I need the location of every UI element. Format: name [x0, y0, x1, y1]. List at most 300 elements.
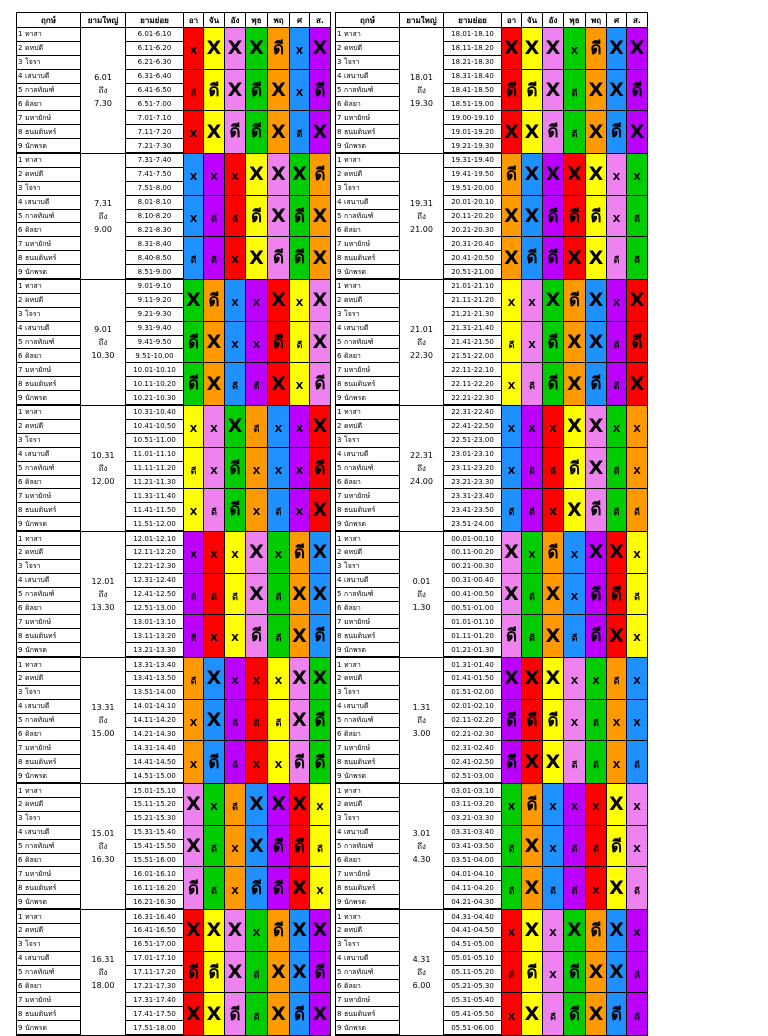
main-period-line: 16.30	[91, 854, 115, 864]
row-number: 7	[18, 491, 23, 500]
day-mark-cell	[607, 447, 627, 489]
row-name-text: โจรา	[344, 184, 360, 193]
inauspicious-mark: X	[629, 372, 645, 395]
inauspicious-mark: X	[528, 297, 536, 309]
auspicious-mark: ดี	[211, 844, 217, 855]
day-mark-cell	[522, 951, 543, 993]
inauspicious-mark: X	[189, 507, 198, 519]
main-period-line: ถึง	[98, 967, 108, 977]
day-mark-cell	[564, 237, 586, 279]
inauspicious-mark: X	[588, 163, 604, 186]
day-mark-cell	[268, 573, 290, 615]
row-number: 4	[18, 702, 23, 711]
sub-period: 21.11-21.20	[444, 293, 502, 307]
auspicious-mark: ดี	[272, 836, 285, 857]
day-mark-cell	[607, 321, 627, 363]
day-mark-cell	[268, 951, 290, 993]
sub-period: 6.31-6.40	[126, 69, 184, 83]
inauspicious-mark: X	[612, 297, 621, 309]
inauspicious-mark: X	[609, 541, 624, 564]
auspicious-mark: ดี	[293, 542, 306, 563]
main-period-line: 21.01	[410, 324, 433, 334]
sub-period: 17.31-17.40	[126, 993, 184, 1007]
day-mark-cell	[627, 699, 648, 741]
main-period-line: 12.01	[91, 576, 115, 586]
row-name	[17, 391, 81, 405]
row-name	[336, 951, 400, 965]
header-cell: อา	[184, 13, 204, 28]
row-name-text: โจรา	[25, 310, 41, 319]
row-name	[336, 839, 400, 853]
sub-period: 03.01-03.10	[444, 783, 502, 797]
day-mark-cell	[522, 531, 543, 573]
day-mark-cell	[310, 531, 331, 573]
auspicious-mark: ดี	[190, 676, 197, 687]
auspicious-mark: ดี	[187, 878, 200, 899]
day-mark-cell	[225, 909, 246, 951]
inauspicious-mark: X	[292, 163, 307, 186]
inauspicious-mark: X	[549, 927, 557, 939]
day-mark-cell	[586, 657, 607, 699]
row-name-text: มหายักษ์	[25, 365, 52, 374]
auspicious-mark: ดี	[211, 256, 217, 267]
sub-period: 6.51-7.00	[126, 97, 184, 111]
inauspicious-mark: X	[633, 675, 641, 687]
row-name	[336, 783, 400, 797]
row-name-text: ดิลยา	[25, 477, 42, 486]
row-name	[17, 811, 81, 825]
header-cell: จัน	[204, 13, 225, 28]
day-mark-cell	[184, 699, 204, 741]
inauspicious-mark: X	[231, 843, 239, 855]
inauspicious-mark: X	[295, 465, 304, 477]
day-mark-cell	[564, 363, 586, 405]
main-period-line: 6.00	[412, 980, 431, 990]
auspicious-mark: ดี	[508, 886, 515, 897]
row-name-text: มหายักษ์	[25, 743, 52, 752]
day-mark-cell	[246, 28, 268, 70]
inauspicious-mark: X	[504, 246, 519, 269]
sub-period: 22.21-22.30	[444, 391, 502, 405]
header-cell: ยามย่อย	[126, 13, 184, 28]
auspicious-mark: ดี	[568, 962, 581, 983]
row-number: 4	[337, 198, 342, 207]
sub-period: 02.21-02.30	[444, 727, 502, 741]
day-mark-cell	[586, 405, 607, 447]
row-name	[17, 545, 81, 559]
day-mark-cell	[627, 447, 648, 489]
row-name-text: มหายักษ์	[344, 365, 371, 374]
main-period-line: 6.01	[94, 72, 112, 82]
row-name-text: มหายักษ์	[25, 113, 52, 122]
day-mark-cell	[310, 279, 331, 321]
day-mark-cell	[627, 657, 648, 699]
sub-period: 22.11-22.20	[444, 377, 502, 391]
day-mark-cell	[543, 321, 564, 363]
sub-period: 19.51-20.00	[444, 181, 502, 195]
row-name-text: ดิลยา	[25, 982, 42, 990]
row-name	[17, 937, 81, 951]
day-mark-cell	[627, 279, 648, 321]
auspicious-mark: ดี	[229, 122, 241, 143]
sub-period: 11.11-11.20	[126, 461, 184, 475]
auspicious-time-table	[16, 12, 648, 1036]
row-number: 2	[337, 926, 342, 935]
row-name	[336, 657, 400, 671]
table-row	[17, 28, 648, 42]
inauspicious-mark: X	[545, 37, 561, 60]
row-number: 8	[18, 757, 23, 766]
day-mark-cell	[627, 69, 648, 111]
day-mark-cell	[522, 783, 543, 825]
inauspicious-mark: X	[524, 919, 540, 942]
auspicious-mark: ดี	[550, 886, 556, 897]
day-mark-cell	[268, 405, 290, 447]
sub-period: 01.31-01.40	[444, 657, 502, 671]
auspicious-mark: ดี	[613, 676, 620, 687]
day-mark-cell	[246, 741, 268, 783]
day-mark-cell	[290, 615, 310, 657]
day-mark-cell	[204, 657, 225, 699]
sub-period: 17.01-17.10	[126, 951, 184, 965]
day-mark-cell	[543, 951, 564, 993]
row-name-text: ทาสา	[344, 912, 361, 921]
row-number: 2	[337, 422, 342, 431]
row-name-text: นักพรต	[344, 897, 366, 906]
row-name	[336, 489, 400, 503]
sub-period: 01.11-01.20	[444, 629, 502, 643]
row-number: 8	[18, 253, 23, 262]
row-name	[336, 615, 400, 629]
inauspicious-mark: X	[588, 79, 604, 101]
sub-period: 13.51-14.00	[126, 685, 184, 699]
auspicious-mark: ดี	[634, 214, 640, 225]
row-name-text: กาลทัณฑ์	[25, 716, 55, 725]
day-mark-cell	[564, 993, 586, 1035]
row-name-text: ดิลยา	[344, 603, 361, 612]
day-mark-cell	[564, 825, 586, 867]
day-mark-cell	[586, 573, 607, 615]
day-mark-cell	[268, 447, 290, 489]
row-name-text: ธนมดินทร์	[344, 127, 376, 136]
row-name	[17, 55, 81, 69]
day-mark-cell	[502, 69, 522, 111]
day-mark-cell	[310, 993, 331, 1035]
sub-period: 23.31-23.40	[444, 489, 502, 503]
inauspicious-mark: X	[274, 759, 283, 771]
main-period-line: 3.00	[412, 728, 431, 738]
row-number: 3	[18, 814, 23, 823]
row-number: 4	[337, 324, 342, 333]
inauspicious-mark: X	[210, 423, 218, 435]
day-mark-cell	[290, 909, 310, 951]
auspicious-mark: ดี	[590, 374, 602, 395]
inauspicious-mark: X	[206, 919, 222, 942]
main-period	[400, 657, 444, 783]
inauspicious-mark: X	[609, 79, 624, 101]
auspicious-mark: ดี	[272, 248, 285, 269]
inauspicious-mark: X	[292, 583, 307, 606]
row-number: 2	[337, 170, 342, 179]
row-name	[17, 1007, 81, 1021]
inauspicious-mark: X	[227, 79, 243, 101]
row-name	[17, 713, 81, 727]
auspicious-mark: ดี	[590, 206, 602, 227]
day-mark-cell	[502, 615, 522, 657]
main-period-line: 12.00	[91, 476, 115, 486]
day-mark-cell	[543, 615, 564, 657]
row-number: 8	[337, 757, 342, 766]
day-mark-cell	[290, 825, 310, 867]
day-mark-cell	[268, 909, 290, 951]
day-mark-cell	[627, 28, 648, 70]
day-mark-cell	[586, 951, 607, 993]
day-mark-cell	[627, 867, 648, 909]
header-cell: อัง	[225, 13, 246, 28]
sub-period: 8.10-8.20	[126, 209, 184, 223]
day-mark-cell	[310, 237, 331, 279]
day-mark-cell	[246, 615, 268, 657]
day-mark-cell	[564, 909, 586, 951]
main-period-line: 4.30	[412, 854, 431, 864]
row-name-text: เสนาบดี	[25, 576, 50, 585]
day-mark-cell	[310, 615, 331, 657]
inauspicious-mark: X	[227, 415, 243, 438]
inauspicious-mark: X	[186, 919, 201, 942]
row-name	[17, 363, 81, 377]
row-number: 3	[18, 184, 23, 193]
inauspicious-mark: X	[292, 877, 307, 900]
day-mark-cell	[290, 153, 310, 195]
row-number: 4	[18, 324, 23, 333]
row-name-text: ดหปดี	[25, 674, 44, 683]
sub-period: 9.11-9.20	[126, 293, 184, 307]
auspicious-mark: ดี	[314, 164, 326, 185]
row-name	[17, 951, 81, 965]
auspicious-mark: ดี	[211, 214, 217, 225]
day-mark-cell	[268, 615, 290, 657]
main-period-line: 0.01	[412, 576, 431, 586]
sub-period: 20.31-20.40	[444, 237, 502, 251]
row-name	[17, 307, 81, 321]
auspicious-mark: ดี	[232, 802, 238, 813]
auspicious-mark: ดี	[293, 248, 306, 269]
row-name-text: กาลทัณฑ์	[344, 86, 374, 94]
inauspicious-mark: X	[210, 549, 218, 561]
row-number: 6	[18, 351, 23, 360]
inauspicious-mark: X	[295, 507, 304, 519]
row-name-text: ดหปดี	[344, 170, 363, 179]
row-number: 3	[18, 310, 23, 319]
inauspicious-mark: X	[549, 423, 557, 435]
day-mark-cell	[564, 28, 586, 70]
sub-period: 10.01-10.10	[126, 363, 184, 377]
row-number: 5	[337, 338, 342, 347]
auspicious-mark: ดี	[613, 466, 620, 477]
inauspicious-mark: X	[549, 843, 557, 855]
row-number: 6	[337, 351, 342, 360]
row-name-text: กาลทัณฑ์	[344, 716, 374, 725]
sub-period: 7.21-7.30	[126, 139, 184, 153]
auspicious-mark: ดี	[547, 374, 559, 395]
main-period-line: 16.31	[91, 954, 115, 964]
inauspicious-mark: X	[507, 1011, 516, 1023]
day-mark-cell	[290, 111, 310, 153]
row-name-text: ทาสา	[25, 282, 42, 291]
sub-period: 04.51-05.00	[444, 937, 502, 951]
day-mark-cell	[268, 321, 290, 363]
auspicious-mark: ดี	[571, 634, 578, 645]
inauspicious-mark: X	[231, 633, 239, 645]
row-number: 7	[337, 995, 342, 1004]
row-number: 3	[18, 562, 23, 571]
auspicious-mark: ดี	[275, 508, 282, 519]
day-mark-cell	[586, 153, 607, 195]
day-mark-cell	[543, 237, 564, 279]
day-mark-cell	[246, 909, 268, 951]
day-mark-cell	[522, 699, 543, 741]
auspicious-mark: ดี	[526, 80, 538, 101]
day-mark-cell	[564, 69, 586, 111]
inauspicious-mark: X	[567, 331, 582, 354]
day-mark-cell	[543, 111, 564, 153]
day-mark-cell	[586, 699, 607, 741]
inauspicious-mark: X	[612, 171, 621, 183]
inauspicious-mark: X	[524, 37, 540, 60]
row-name-text: เสนาบดี	[344, 450, 369, 459]
day-mark-cell	[502, 405, 522, 447]
day-mark-cell	[290, 447, 310, 489]
inauspicious-mark: X	[271, 163, 286, 186]
day-mark-cell	[204, 111, 225, 153]
row-name	[17, 223, 81, 237]
row-name	[17, 629, 81, 643]
row-name	[17, 209, 81, 223]
day-mark-cell	[246, 993, 268, 1035]
auspicious-mark: ดี	[547, 332, 559, 353]
row-name	[336, 125, 400, 139]
row-number: 2	[18, 800, 23, 809]
day-mark-cell	[225, 237, 246, 279]
sub-period: 12.41-12.50	[126, 587, 184, 601]
auspicious-mark: ดี	[634, 592, 640, 603]
row-name-text: เสนาบดี	[25, 954, 50, 963]
sub-period: 16.01-16.10	[126, 867, 184, 881]
auspicious-mark: ดี	[314, 374, 326, 395]
inauspicious-mark: X	[295, 423, 304, 435]
day-mark-cell	[607, 867, 627, 909]
day-mark-cell	[502, 867, 522, 909]
table-row	[17, 909, 648, 923]
auspicious-mark: ดี	[571, 88, 578, 99]
row-name-text: นักพรต	[25, 267, 47, 276]
row-name-text: ดิลยา	[344, 729, 361, 738]
day-mark-cell	[627, 783, 648, 825]
auspicious-mark: ดี	[571, 760, 578, 771]
day-mark-cell	[310, 573, 331, 615]
row-name-text: ทาสา	[25, 912, 42, 921]
inauspicious-mark: X	[312, 205, 328, 228]
auspicious-mark: ดี	[529, 634, 535, 645]
main-period-line: ถึง	[98, 337, 108, 347]
day-mark-cell	[225, 951, 246, 993]
day-mark-cell	[184, 447, 204, 489]
day-mark-cell	[225, 405, 246, 447]
row-name	[336, 475, 400, 489]
sub-period: 11.31-11.40	[126, 489, 184, 503]
inauspicious-mark: X	[295, 45, 304, 57]
row-name-text: กาลทัณฑ์	[344, 842, 374, 851]
row-name	[336, 335, 400, 349]
row-name	[17, 853, 81, 867]
inauspicious-mark: X	[312, 1003, 328, 1026]
day-mark-cell	[268, 699, 290, 741]
day-mark-cell	[204, 363, 225, 405]
day-mark-cell	[502, 573, 522, 615]
day-mark-cell	[225, 573, 246, 615]
row-name	[336, 461, 400, 475]
row-number: 2	[18, 548, 23, 557]
row-name-text: ธนมดินทร์	[25, 757, 57, 766]
row-number: 9	[18, 141, 23, 150]
row-name-text: มหายักษ์	[344, 617, 371, 626]
day-mark-cell	[184, 28, 204, 70]
day-mark-cell	[522, 111, 543, 153]
day-mark-cell	[268, 279, 290, 321]
day-mark-cell	[586, 825, 607, 867]
day-mark-cell	[522, 825, 543, 867]
row-number: 5	[337, 212, 342, 221]
row-name	[17, 727, 81, 741]
row-name	[17, 615, 81, 629]
inauspicious-mark: X	[567, 415, 582, 438]
row-number: 4	[337, 828, 342, 837]
row-number: 8	[18, 505, 23, 514]
row-name-text: เสนาบดี	[344, 198, 369, 207]
inauspicious-mark: X	[274, 423, 283, 435]
day-mark-cell	[290, 951, 310, 993]
row-number: 1	[337, 912, 342, 921]
day-mark-cell	[502, 153, 522, 195]
day-mark-cell	[290, 867, 310, 909]
inauspicious-mark: X	[292, 667, 307, 690]
row-name-text: โจรา	[25, 688, 41, 697]
auspicious-mark: ดี	[526, 710, 538, 731]
day-mark-cell	[627, 321, 648, 363]
row-name	[17, 671, 81, 685]
day-mark-cell	[543, 405, 564, 447]
row-name	[17, 601, 81, 615]
day-mark-cell	[564, 153, 586, 195]
inauspicious-mark: X	[545, 163, 561, 186]
inauspicious-mark: X	[588, 246, 604, 269]
day-mark-cell	[586, 195, 607, 237]
main-period-line: ถึง	[98, 589, 108, 599]
day-mark-cell	[204, 69, 225, 111]
row-name	[17, 139, 81, 153]
day-mark-cell	[522, 279, 543, 321]
day-mark-cell	[184, 825, 204, 867]
main-period-line: 15.00	[91, 728, 115, 738]
inauspicious-mark: X	[186, 1003, 201, 1026]
inauspicious-mark: X	[312, 246, 328, 269]
row-name-text: โจรา	[25, 940, 41, 949]
row-name	[17, 405, 81, 419]
row-name	[17, 924, 81, 938]
header-cell: จัน	[522, 13, 543, 28]
sub-period: 15.01-15.10	[126, 783, 184, 797]
day-mark-cell	[310, 783, 331, 825]
